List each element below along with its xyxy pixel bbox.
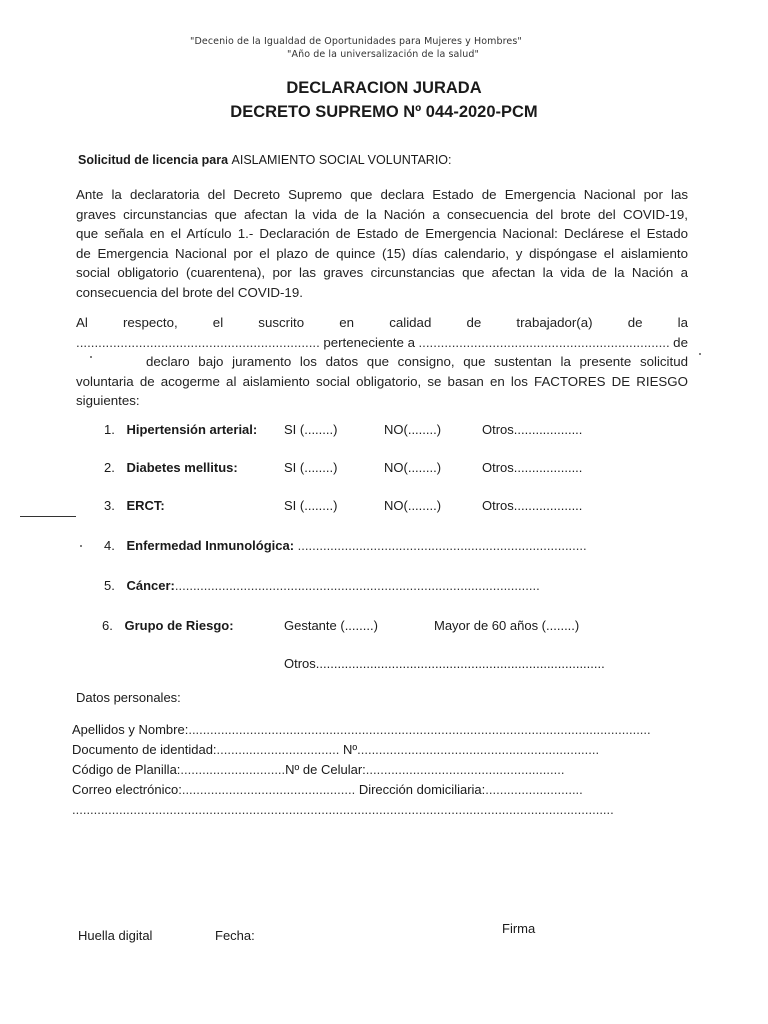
phone-field[interactable]: .......................................................: [365, 762, 565, 777]
id-number-field[interactable]: ...................................................................: [357, 742, 600, 757]
hipertension-si[interactable]: SI (........): [284, 422, 338, 437]
employer-field[interactable]: ..................................................................: [76, 334, 320, 350]
ercnt-si[interactable]: SI (........): [284, 498, 338, 513]
item-label: ERCT:: [126, 498, 165, 513]
intro-line: que señala en el Artículo 1.- Declaración de Estado de Emergencia Nacional: Declárese el Estado: [76, 226, 688, 242]
item-label: Diabetes mellitus:: [126, 460, 238, 475]
payroll-field[interactable]: .............................: [180, 762, 286, 777]
respect-line-4: voluntaria de acogerme al aislamiento social obligatorio, se basan en los FACTORES DE RIESGO: [76, 373, 688, 389]
intro-paragraph: [76, 185, 688, 303]
item-number: 1.: [104, 422, 115, 437]
motto-year: "Año de la universalización de la salud": [287, 49, 479, 60]
risk-item-4: [104, 538, 587, 553]
item-label: Hipertensión arterial:: [126, 422, 258, 437]
scan-speck: [80, 545, 82, 547]
subtitle-emphasis: AISLAMIENTO SOCIAL VOLUNTARIO: [231, 153, 449, 167]
fingerprint-label: Huella digital: [78, 928, 153, 943]
mayor-60-field[interactable]: Mayor de 60 años (........): [434, 618, 580, 633]
subtitle-suffix: :: [448, 153, 452, 167]
email-field[interactable]: ................................................: [181, 782, 356, 797]
diabetes-si[interactable]: SI (........): [284, 460, 338, 475]
personal-data-heading: Datos personales:: [76, 690, 181, 705]
intro-line: consecuencia del brote del COVID-19.: [76, 284, 303, 300]
inmunologica-field[interactable]: ................................................................................: [297, 538, 587, 553]
email-row: [72, 782, 583, 797]
document-title: DECLARACION JURADA: [286, 79, 482, 97]
risk-item-3: [104, 498, 165, 513]
respect-paragraph: [76, 313, 688, 411]
diabetes-otros[interactable]: Otros...................: [482, 460, 583, 475]
item-number: 4.: [104, 538, 115, 553]
request-subtitle: [78, 153, 452, 167]
address-label: Dirección domiciliaria:: [358, 782, 486, 797]
ercnt-otros[interactable]: Otros...................: [482, 498, 583, 513]
id-field[interactable]: ..................................: [216, 742, 340, 757]
item-number: 3.: [104, 498, 115, 513]
intro-line: social obligatorio (cuarentena), por las graves circunstancias que afectan la vida de la Nación a: [76, 265, 688, 281]
entity-field[interactable]: ....................................................................: [418, 334, 670, 350]
risk-item-5: [104, 578, 540, 593]
id-label: Documento de identidad:: [72, 742, 217, 757]
ercnt-no[interactable]: NO(........): [384, 498, 442, 513]
gestante-field[interactable]: Gestante (........): [284, 618, 378, 633]
name-field[interactable]: ................................................................................................................................: [188, 722, 651, 737]
intro-line: graves circunstancias que afectan la vida de la Nación a consecuencia del brote del COVID-19,: [76, 206, 688, 222]
hipertension-no[interactable]: NO(........): [384, 422, 442, 437]
date-label: Fecha:: [215, 928, 255, 943]
scan-speck: [699, 353, 701, 355]
item-label: Cáncer:: [126, 578, 175, 593]
name-row: [72, 722, 651, 737]
phone-label: Nº de Celular:: [285, 762, 366, 777]
risk-item-1: [104, 422, 257, 437]
intro-line: de Emergencia Nacional por el plazo de quince (15) días calendario, y dispóngase el aislamiento: [76, 245, 688, 261]
perteneciente-label: perteneciente a: [323, 334, 415, 350]
payroll-row: [72, 762, 564, 777]
signature-label: Firma: [502, 921, 536, 936]
address-continued-field[interactable]: ......................................................................................................................................................: [72, 802, 614, 817]
motto-decade: "Decenio de la Igualdad de Oportunidades para Mujeres y Hombres": [190, 36, 522, 47]
item-label: Enfermedad Inmunológica:: [126, 538, 295, 553]
address-field[interactable]: ...........................: [485, 782, 583, 797]
name-label: Apellidos y Nombre:: [72, 722, 189, 737]
respect-line-3: declaro bajo juramento los datos que consigno, que sustentan la presente solicitud: [146, 354, 688, 370]
de-label: de: [673, 334, 688, 350]
scan-speck: [90, 356, 92, 358]
grupo-otros-field[interactable]: Otros................................................................................: [284, 656, 605, 671]
diabetes-no[interactable]: NO(........): [384, 460, 442, 475]
item-number: 6.: [102, 618, 113, 633]
hipertension-otros[interactable]: Otros...................: [482, 422, 583, 437]
intro-line: Ante la declaratoria del Decreto Supremo que declara Estado de Emergencia Nacional por las: [76, 187, 688, 202]
id-row: [72, 742, 599, 757]
item-number: 5.: [104, 578, 115, 593]
email-label: Correo electrónico:: [72, 782, 182, 797]
risk-item-6: [102, 618, 234, 633]
risk-item-2: [104, 460, 238, 475]
scan-margin-mark: [20, 516, 76, 517]
decree-title: DECRETO SUPREMO Nº 044-2020-PCM: [230, 103, 538, 121]
address-continued-row: [72, 802, 614, 817]
respect-line-1: Al respecto, el suscrito en calidad de trabajador(a) de la: [76, 315, 688, 330]
subtitle-prefix: Solicitud de licencia para: [78, 153, 232, 167]
payroll-label: Código de Planilla:: [72, 762, 181, 777]
respect-line-2: [76, 333, 688, 353]
item-label: Grupo de Riesgo:: [124, 618, 234, 633]
respect-line-5: siguientes:: [76, 393, 140, 409]
id-number-label: Nº: [342, 742, 358, 757]
item-number: 2.: [104, 460, 115, 475]
cancer-field[interactable]: .....................................................................................................: [174, 578, 540, 593]
